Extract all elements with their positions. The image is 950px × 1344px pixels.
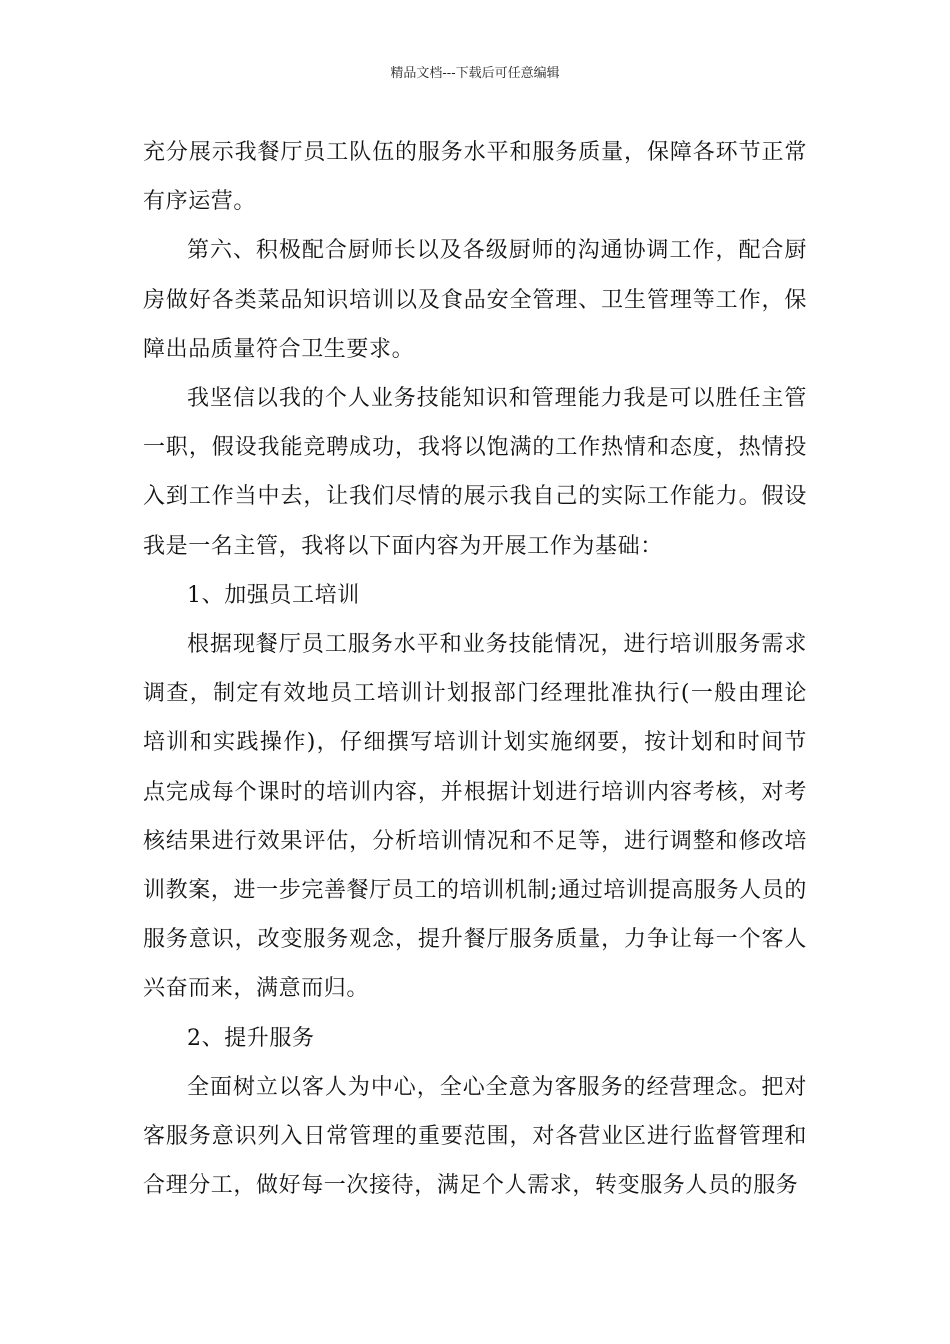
section-heading-service: 2、提升服务	[187, 1025, 315, 1051]
page-header: 精品文档---下载后可任意编辑	[390, 66, 560, 81]
section-heading-training: 1、加强员工培训	[187, 582, 360, 608]
paragraph-service: 全面树立以客人为中心，全心全意为客服务的经营理念。把对客服务意识列入日常管理的重要范围，对各营业区进行监督管理和合理分工，做好每一次接待，满足个人需求，转变服务人员的服务	[143, 1074, 807, 1199]
paragraph-item-six: 第六、积极配合厨师长以及各级厨师的沟通协调工作，配合厨房做好各类菜品知识培训以及食品安全管理、卫生管理等工作，保障出品质量符合卫生要求。	[143, 238, 807, 362]
document-body	[143, 128, 807, 1210]
paragraph-statement: 我坚信以我的个人业务技能知识和管理能力我是可以胜任主管一职，假设我能竞聘成功，我将以饱满的工作热情和态度，热情投入到工作当中去，让我们尽情的展示我自己的实际工作能力。假设我是一名主管，我将以下面内容为开展工作为基础：	[143, 386, 807, 559]
paragraph-training: 根据现餐厅员工服务水平和业务技能情况，进行培训服务需求调查，制定有效地员工培训计划报部门经理批准执行(一般由理论培训和实践操作)，仔细撰写培训计划实施纲要，按计划和时间节点完成每个课时的培训内容，并根据计划进行培训内容考核，对考核结果进行效果评估，分析培训情况和不足等，进行调整和修改培训教案，进一步完善餐厅员工的培训机制;通过培训提高服务人员的服务意识，改变服务观念，提升餐厅服务质量，力争让每一个客人兴奋而来，满意而归。	[143, 632, 807, 1002]
paragraph-continuation: 充分展示我餐厅员工队伍的服务水平和服务质量，保障各环节正常有序运营。	[143, 140, 807, 215]
